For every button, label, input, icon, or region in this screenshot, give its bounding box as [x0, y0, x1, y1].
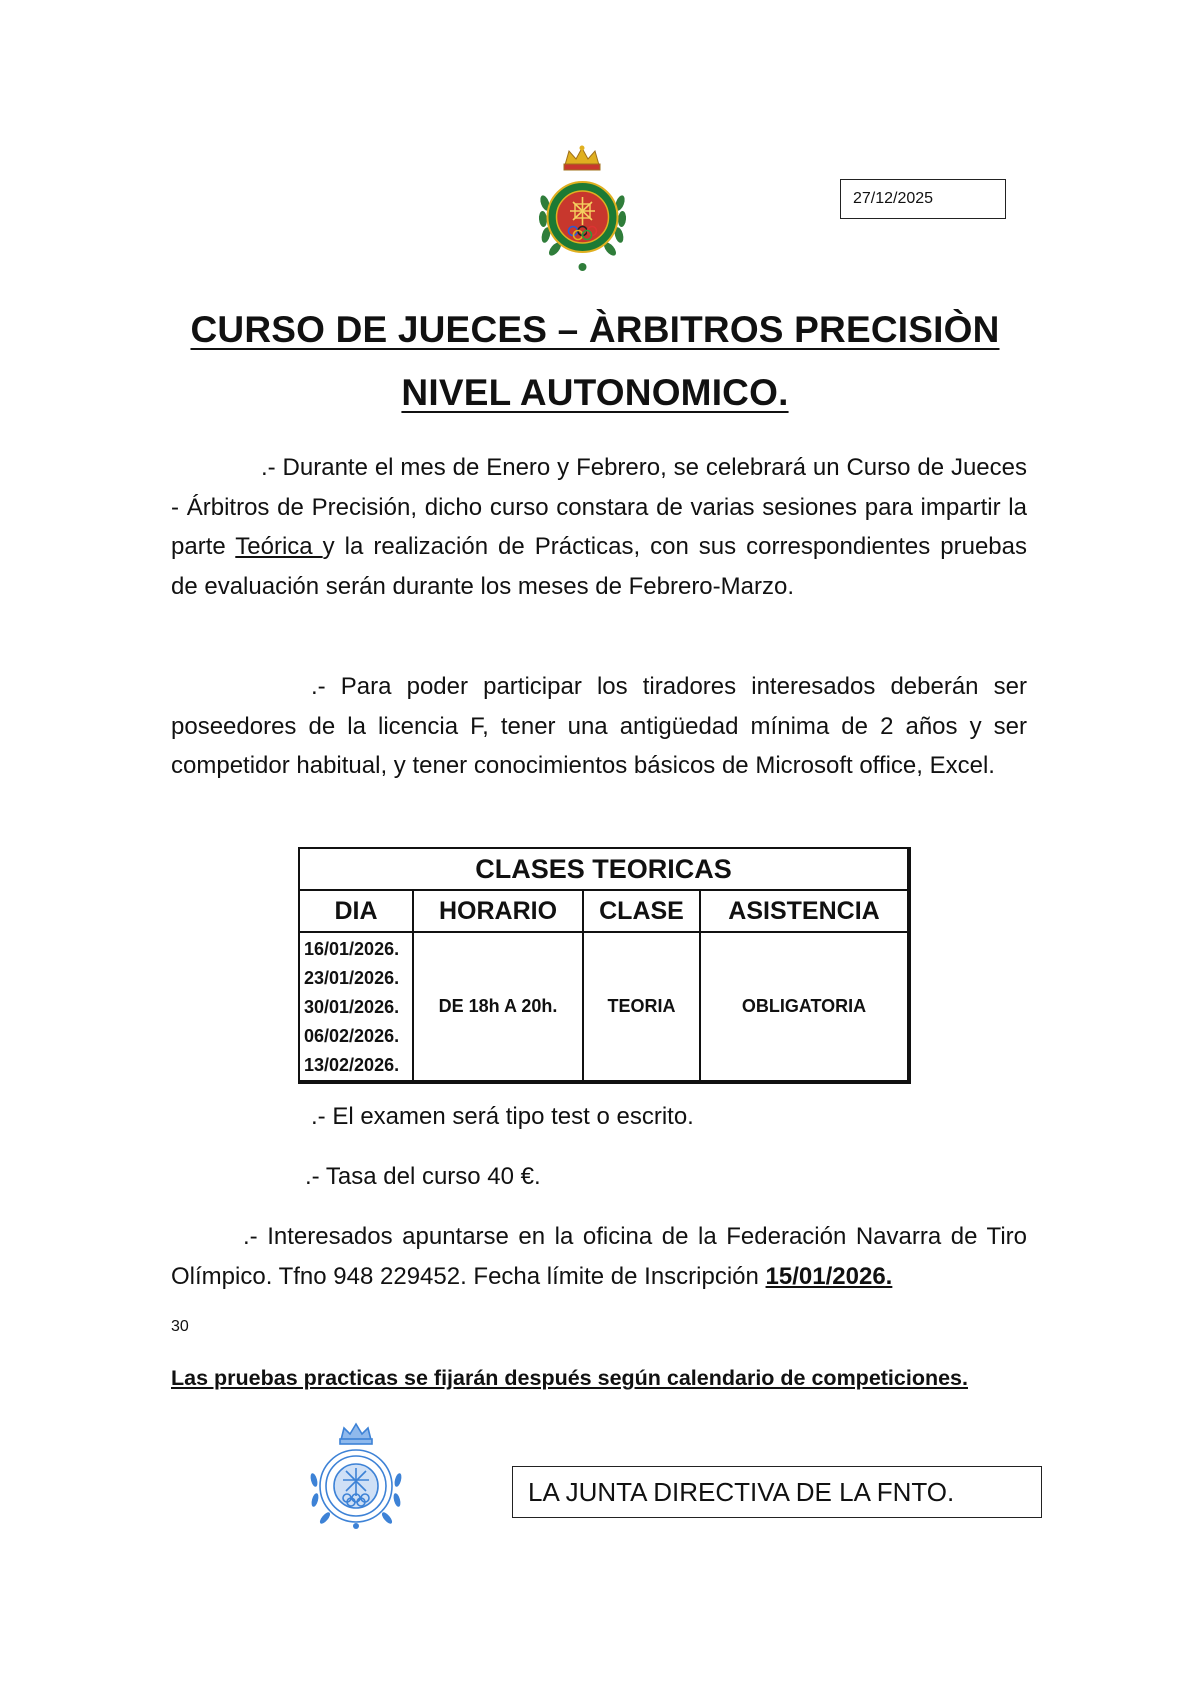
- class-date: 30/01/2026.: [304, 997, 400, 1017]
- class-dates-cell: [299, 932, 413, 1082]
- registration-deadline: 15/01/2026.: [765, 1262, 893, 1290]
- requirements-paragraph: .- Para poder participar los tiradores interesados deberán ser poseedores de la licencia F, tener una antigüedad mínima de 2 años y ser competidor habitual, y tener conocimientos básicos de Microsoft office, Excel.: [171, 673, 1027, 779]
- teorica-underlined: Teórica: [235, 533, 323, 560]
- table-caption: CLASES TEORICAS: [299, 848, 909, 890]
- exam-info: .- El examen será tipo test o escrito.: [311, 1103, 694, 1130]
- page-number: 30: [171, 1318, 189, 1335]
- practical-tests-note: Las pruebas practicas se fijarán después según calendario de competiciones.: [171, 1366, 968, 1390]
- page-title-line-1: CURSO DE JUECES – ÀRBITROS PRECISIÒN: [190, 309, 1000, 350]
- federation-logo: [535, 145, 630, 275]
- course-description-text-2: y la realización de Prácticas, con sus correspondientes pruebas de evaluación serán durante los meses de Febrero-Marzo.: [171, 533, 1028, 600]
- registration-text: .- Interesados apuntarse en la oficina de la Federación Navarra de Tiro Olímpico. Tfno 948 229452. Fecha límite de Inscripción: [171, 1223, 1027, 1290]
- column-header-horario: HORARIO: [413, 890, 583, 932]
- clase-cell: TEORIA: [583, 932, 700, 1082]
- date-box: 27/12/2025: [840, 179, 1006, 219]
- fee-info: .- Tasa del curso 40 €.: [305, 1163, 541, 1190]
- class-date: 16/01/2026.: [304, 939, 400, 959]
- column-header-clase: CLASE: [583, 890, 700, 932]
- federation-logo-emblem: [535, 145, 630, 275]
- column-header-asistencia: ASISTENCIA: [700, 890, 909, 932]
- federation-stamp: [305, 1420, 407, 1532]
- horario-cell: DE 18h A 20h.: [413, 932, 583, 1082]
- federation-stamp-emblem: [305, 1420, 407, 1532]
- page-title-line-2: NIVEL AUTONOMICO.: [401, 372, 789, 413]
- class-date: 06/02/2026.: [304, 1026, 400, 1046]
- course-description-paragraph: [171, 448, 1027, 606]
- asistencia-cell: OBLIGATORIA: [700, 932, 909, 1082]
- class-date: 23/01/2026.: [304, 968, 400, 988]
- column-header-dia: DIA: [299, 890, 413, 932]
- class-date: 13/02/2026.: [304, 1055, 400, 1075]
- theory-classes-table: [298, 847, 911, 1084]
- registration-paragraph: [171, 1217, 1027, 1296]
- signature-box: LA JUNTA DIRECTIVA DE LA FNTO.: [512, 1466, 1042, 1518]
- course-description-text-1: .- Durante el mes de Enero y Febrero, se celebrará un Curso de Jueces - Árbitros de Precisión, dicho curso constara de varias sesiones para impartir la parte: [171, 454, 1027, 560]
